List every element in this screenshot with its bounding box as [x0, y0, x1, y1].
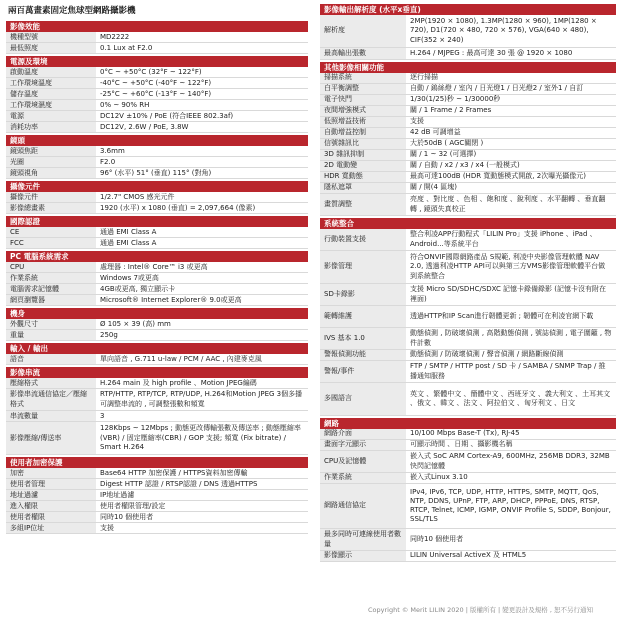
spec-label: 工作環境濕度	[6, 100, 96, 110]
spec-label: 畫質調整	[320, 194, 406, 215]
section-title: 機身	[6, 308, 308, 319]
spec-label: 影像總畫素	[6, 203, 96, 213]
spec-value: 關 / 1 Frame / 2 Frames	[410, 106, 492, 115]
spec-label: SD卡錄影	[320, 284, 406, 305]
section-title: 影像串流	[6, 367, 308, 378]
spec-section	[6, 135, 308, 179]
spec-label: 重量	[6, 330, 96, 340]
spec-value: Ø 105 × 39 (高) mm	[100, 319, 171, 328]
spec-row	[6, 157, 308, 168]
spec-row	[6, 284, 308, 295]
left-sections	[6, 21, 308, 534]
spec-value: 4GB或更高, 獨立顯示卡	[100, 284, 176, 293]
spec-section	[6, 251, 308, 306]
spec-row	[6, 168, 308, 179]
spec-value: DC12V ±10% / PoE (符合IEEE 802.3af)	[100, 111, 234, 120]
spec-row	[320, 73, 616, 84]
spec-label: 警報/事件	[320, 361, 406, 382]
spec-value: 同時10 個使用者	[100, 512, 154, 521]
spec-row	[6, 468, 308, 479]
spec-row	[6, 490, 308, 501]
spec-row	[6, 100, 308, 111]
spec-value: 3	[100, 411, 105, 420]
spec-row	[320, 48, 616, 60]
spec-row	[320, 194, 616, 216]
spec-label: CPU	[6, 262, 96, 272]
spec-row	[320, 15, 616, 48]
spec-value: 透過HTTP和IP Scan進行韌體更新 ; 韌體可在利凌官網下載	[410, 311, 594, 320]
spec-value: 亮度 、對比度 、色相 、飽和度 、銳利度 、水平翻轉 、垂直翻轉 , 鏡頭失真校正	[410, 195, 606, 213]
spec-value: 支援	[100, 523, 114, 532]
spec-value: Microsoft® Internet Explorer® 9.0或更高	[100, 295, 242, 304]
spec-row	[6, 273, 308, 284]
spec-value: Windows 7或更高	[100, 273, 159, 282]
spec-value: 0°C ~ +50°C (32°F ~ 122°F)	[100, 67, 202, 76]
spec-label: HDR 寬動態	[320, 172, 406, 182]
spec-value: 同時10 個使用者	[410, 534, 464, 543]
spec-label: 影像壓縮/傳送率	[6, 422, 96, 454]
spec-row	[320, 284, 616, 306]
spec-section	[320, 62, 616, 216]
spec-label: 影像顯示	[320, 551, 406, 561]
spec-label: 警報偵測功能	[320, 350, 406, 360]
spec-value: 整合利凌APP行動程式「LILIN Pro」支援 iPhone 、iPad 、Android...等系統平台	[410, 230, 597, 248]
spec-value: 符合ONVIF國際網路產品 S規範, 利凌中央影像管理軟體 NAV 2.0, 透過利凌HTTP API可以與第三方VMS影像管理軟體平台做到系統整合	[410, 253, 606, 280]
spec-value: DC12V, 2.6W / PoE, 3.8W	[100, 122, 189, 131]
spec-value: 最高可達100dB (HDR 寬動態模式開啟, 2次曝光攝像元)	[410, 172, 586, 181]
spec-row	[6, 67, 308, 78]
spec-label: 語音	[6, 354, 96, 364]
spec-label: 攝像元件	[6, 192, 96, 202]
spec-row	[6, 330, 308, 341]
spec-label: 進入權限	[6, 501, 96, 511]
spec-value: RTP/HTTP, RTP/TCP, RTP/UDP, H.264和Motion JPEG 3個多播可調整串流的 , 可調整張數和頻寬	[100, 390, 303, 408]
spec-value: 42 dB 可調增益	[410, 128, 461, 137]
spec-value: FTP / SMTP / HTTP post / SD 卡 / SAMBA / SNMP Trap / 推播通知服務	[410, 362, 606, 380]
spec-value: 關 / 自動 / x2 / x3 / x4 (一般模式)	[410, 161, 520, 170]
spec-value: 英文 、繁體中文 、簡體中文 、西班牙文 、義大利文 、土耳其文 、俄文 、韓文 、法文 、阿拉伯文 、匈牙利文 、日文	[410, 389, 611, 407]
spec-row	[6, 238, 308, 249]
spec-label: 使用者權限	[6, 512, 96, 522]
spec-label: 鏡頭視角	[6, 168, 96, 178]
copyright-footer: Copyright © Merit LILIN 2020 | 版權所有 | 變更設計及規格 , 恕不另行通知	[368, 606, 593, 614]
spec-value: 關 / 1 ~ 32 (可選擇)	[410, 150, 477, 159]
spec-label: 最多同時可連線使用者數量	[320, 529, 406, 550]
spec-row	[6, 203, 308, 214]
spec-section	[6, 21, 308, 54]
spec-row	[320, 473, 616, 484]
spec-value: IP地址過濾	[100, 490, 135, 499]
spec-row	[6, 479, 308, 490]
spec-label: 網頁瀏覽器	[6, 295, 96, 305]
spec-label: 加密	[6, 468, 96, 478]
spec-label: 作業系統	[6, 273, 96, 283]
spec-label: 解析度	[320, 15, 406, 47]
section-title: 輸入 / 輸出	[6, 343, 308, 354]
spec-label: 儲存溫度	[6, 89, 96, 99]
spec-value: 通過 EMI Class A	[100, 227, 157, 236]
spec-row	[6, 501, 308, 512]
spec-label: 自動增益控制	[320, 128, 406, 138]
document-title: 兩百萬畫素固定焦球型網路攝影機	[8, 6, 136, 16]
spec-row	[6, 354, 308, 365]
left-column	[6, 4, 308, 536]
spec-label: 網路通信協定	[320, 484, 406, 528]
spec-label: 最高輸出張數	[320, 48, 406, 59]
spec-value: -25°C ~ +60°C (-13°F ~ 140°F)	[100, 89, 212, 98]
spec-value: 關 / 開(4 區塊)	[410, 183, 457, 192]
spec-value: 128Kbps ~ 12Mbps ; 動態更改傳輸張數及傳送率 ; 動態壓縮率(VBR) / 固定壓縮率(CBR) / GOP 支援; 頻寬 (Fix bitrate) / Smart H.264	[100, 424, 301, 451]
spec-row	[320, 84, 616, 95]
spec-value: 0% ~ 90% RH	[100, 100, 150, 109]
spec-value: 支援	[410, 117, 424, 126]
spec-label: 多國語言	[320, 383, 406, 415]
spec-value: Base64 HTTP 加密保護 / HTTPS資料加密傳輸	[100, 468, 248, 477]
spec-label: 消耗功率	[6, 122, 96, 132]
spec-value: 1/30(1/25)秒 ~ 1/30000秒	[410, 95, 501, 104]
spec-section	[6, 181, 308, 214]
spec-label: 畫面字元顯示	[320, 440, 406, 450]
spec-label: 電腦需求記憶體	[6, 284, 96, 294]
spec-label: 串流數量	[6, 411, 96, 421]
spec-row	[320, 529, 616, 551]
spec-row	[320, 361, 616, 383]
spec-value: 動態偵測 / 防破壞偵測 / 聲音偵測 / 網路斷線偵測	[410, 350, 564, 359]
spec-value: 1/2.7" CMOS 感光元件	[100, 192, 175, 201]
spec-row	[6, 422, 308, 455]
right-sections	[320, 4, 616, 562]
spec-label: 掃描系統	[320, 73, 406, 83]
spec-section	[320, 418, 616, 562]
spec-value: 逐行掃描	[410, 73, 438, 82]
spec-row	[320, 306, 616, 328]
spec-row	[6, 378, 308, 389]
spec-label: 地址過濾	[6, 490, 96, 500]
spec-row	[320, 172, 616, 183]
spec-row	[320, 383, 616, 416]
spec-section	[6, 56, 308, 133]
spec-value: 3.6mm	[100, 146, 125, 155]
spec-label: IVS 基本 1.0	[320, 328, 406, 349]
spec-row	[320, 117, 616, 128]
section-title: 國際認證	[6, 216, 308, 227]
spec-value: H.264 / MJPEG : 最高可達 30 張 @ 1920 × 1080	[410, 48, 573, 57]
section-title: 鏡頭	[6, 135, 308, 146]
spec-value: Digest HTTP 認證 / RTSP認證 / DNS 透過HTTPS	[100, 479, 258, 488]
section-title: 影像效能	[6, 21, 308, 32]
spec-label: 壓縮格式	[6, 378, 96, 388]
spec-label: 多組IP位址	[6, 523, 96, 533]
spec-row	[320, 251, 616, 284]
section-title: 影像輸出解析度 (水平x垂直)	[320, 4, 616, 15]
section-title: 使用者加密保護	[6, 457, 308, 468]
section-title: 其他影像相關功能	[320, 62, 616, 73]
spec-value: 動態偵測 , 防破壞偵測 , 高階動態偵測 , 號誌偵測 , 電子圍籬 , 物件計數	[410, 329, 612, 347]
spec-row	[320, 106, 616, 117]
spec-value: 0.1 Lux at F2.0	[100, 43, 153, 52]
spec-section	[320, 4, 616, 60]
spec-row	[6, 389, 308, 411]
section-title: 電源及環境	[6, 56, 308, 67]
spec-value: 使用者權限管理/設定	[100, 501, 166, 510]
spec-row	[6, 411, 308, 422]
spec-value: LILIN Universal ActiveX 及 HTML5	[410, 551, 527, 560]
spec-label: 作業系統	[320, 473, 406, 483]
spec-label: 白平衡調整	[320, 84, 406, 94]
spec-value: 250g	[100, 330, 118, 339]
spec-label: 低照增益技術	[320, 117, 406, 127]
spec-section	[6, 457, 308, 534]
spec-section	[6, 367, 308, 455]
spec-row	[6, 111, 308, 122]
spec-value: -40°C ~ +50°C (-40°F ~ 122°F)	[100, 78, 212, 87]
spec-value: 嵌入式 SoC ARM Cortex-A9, 600MHz, 256MB DDR3, 32MB 快閃記憶體	[410, 452, 610, 470]
spec-label: 電子快門	[320, 95, 406, 105]
spec-row	[320, 484, 616, 529]
spec-label: 行動裝置支援	[320, 229, 406, 250]
spec-value: 支援 Micro SD/SDHC/SDXC 記憶卡錄備錄影 (記憶卡沒有附在裡面)	[410, 285, 607, 303]
spec-row	[6, 523, 308, 534]
spec-label: 機種型號	[6, 32, 96, 42]
spec-section	[6, 216, 308, 249]
spec-value: 可顯示時間 、日期 、攝影機名稱	[410, 440, 513, 449]
spec-label: 光圈	[6, 157, 96, 167]
spec-label: 外觀尺寸	[6, 319, 96, 329]
spec-label: 影像管理	[320, 251, 406, 283]
spec-label: FCC	[6, 238, 96, 248]
spec-row	[320, 451, 616, 473]
spec-value: H.264 main 及 high profile 、Motion JPEG編碼	[100, 378, 257, 387]
spec-value: 處理器 : Intel® Core™ i3 或更高	[100, 262, 208, 271]
spec-row	[6, 262, 308, 273]
spec-value: 1920 (水平) x 1080 (垂直) = 2,097,664 (像素)	[100, 203, 256, 212]
spec-label: 網路介面	[320, 429, 406, 439]
spec-label: 3D 雜訊抑制	[320, 150, 406, 160]
spec-row	[6, 122, 308, 133]
spec-row	[320, 161, 616, 172]
spec-value: 單向語音 , G.711 u-law / PCM / AAC , 內建麥克風	[100, 354, 262, 363]
spec-row	[6, 146, 308, 157]
spec-value: 嵌入式Linux 3.10	[410, 473, 468, 482]
spec-label: 啟動溫度	[6, 67, 96, 77]
spec-label: 最低照度	[6, 43, 96, 53]
spec-row	[320, 139, 616, 150]
spec-row	[320, 350, 616, 361]
spec-row	[320, 95, 616, 106]
spec-label: 隱私遮罩	[320, 183, 406, 193]
spec-row	[6, 192, 308, 203]
spec-label: 工作環境溫度	[6, 78, 96, 88]
section-title: PC 電腦系統需求	[6, 251, 308, 262]
spec-row	[320, 183, 616, 194]
spec-label: 信號雜訊比	[320, 139, 406, 149]
spec-label: CPU及記憶體	[320, 451, 406, 472]
spec-value: F2.0	[100, 157, 116, 166]
spec-value: 自動 / 鎢絲燈 / 室內 / 日光燈1 / 日光燈2 / 室外1 / 自訂	[410, 84, 584, 93]
spec-label: 影像串流通信協定／壓縮格式	[6, 389, 96, 410]
spec-row	[6, 512, 308, 523]
spec-row	[6, 43, 308, 54]
spec-row	[320, 328, 616, 350]
spec-label: 電源	[6, 111, 96, 121]
spec-row	[320, 429, 616, 440]
spec-section	[6, 308, 308, 341]
spec-row	[6, 78, 308, 89]
spec-row	[6, 89, 308, 100]
section-title: 系統整合	[320, 218, 616, 229]
spec-label: 夜間增強模式	[320, 106, 406, 116]
right-column	[320, 4, 616, 564]
spec-label: CE	[6, 227, 96, 237]
spec-row	[320, 128, 616, 139]
spec-row	[6, 319, 308, 330]
spec-value: IPv4, IPv6, TCP, UDP, HTTP, HTTPS, SMTP, MQTT, QoS, NTP, DDNS, UPnP, FTP, ARP, DHCP, PPPoE, DNS, RTSP, RTCP, Telnet, ICMP, IGMP, ONVIF Profile S, SDDP, Bonjour, SSL/TLS	[410, 487, 611, 524]
spec-label: 2D 電動變	[320, 161, 406, 171]
spec-label: 範轉維護	[320, 306, 406, 327]
section-title: 網路	[320, 418, 616, 429]
spec-row	[6, 32, 308, 43]
spec-value: 2MP(1920 × 1080), 1.3MP(1280 × 960), 1MP(1280 × 720), D1(720 × 480, 720 × 576), VGA(640 × 480), CIF(352 × 240)	[410, 17, 597, 44]
spec-section	[320, 218, 616, 416]
spec-row	[320, 440, 616, 451]
spec-value: 96° (水平) 51° (垂直) 115° (對角)	[100, 168, 212, 177]
spec-value: 通過 EMI Class A	[100, 238, 157, 247]
spec-row	[6, 227, 308, 238]
spec-row	[320, 150, 616, 161]
spec-label: 鏡頭焦距	[6, 146, 96, 156]
spec-section	[6, 343, 308, 365]
section-title: 攝像元件	[6, 181, 308, 192]
spec-value: MD2222	[100, 32, 130, 41]
spec-row	[320, 551, 616, 562]
spec-value: 大於50dB ( AGC關閉 )	[410, 139, 484, 148]
spec-row	[320, 229, 616, 251]
spec-row	[6, 295, 308, 306]
spec-label: 使用者管理	[6, 479, 96, 489]
spec-value: 10/100 Mbps Base-T (Tx), RJ-45	[410, 429, 520, 438]
